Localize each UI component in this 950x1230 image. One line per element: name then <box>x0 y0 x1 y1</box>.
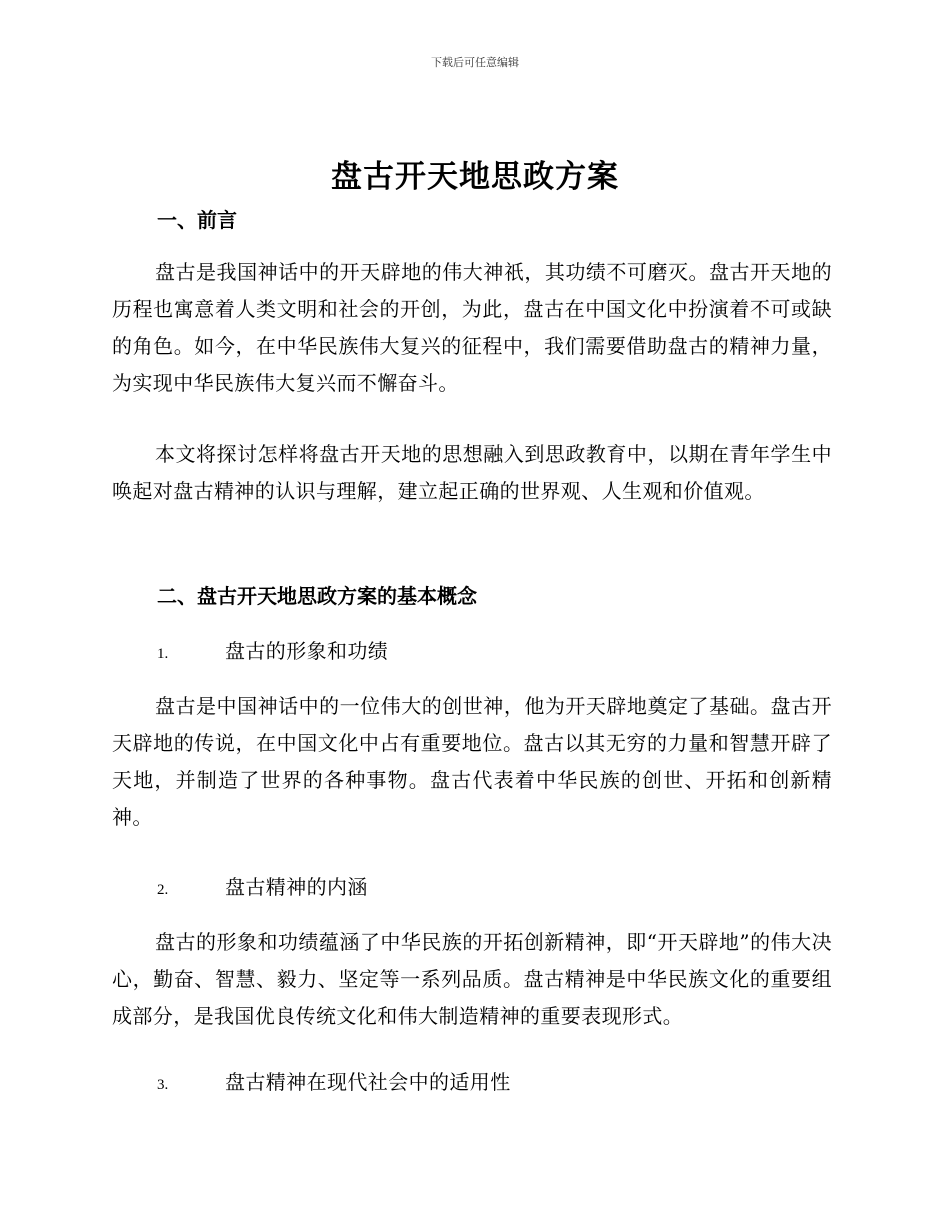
paragraph: 盘古的形象和功绩蕴涵了中华民族的开拓创新精神，即“开天辟地”的伟大决心，勤奋、智慧、毅力、坚定等一系列品质。盘古精神是中华民族文化的重要组成部分，是我国优良传统文化和伟大制造精神的重要表现形式。 <box>112 930 832 1028</box>
list-number: 2. <box>157 882 169 898</box>
list-item <box>112 872 832 905</box>
list-item-2-body <box>112 924 832 1035</box>
section-1-body-2 <box>112 436 832 510</box>
list-item <box>112 636 832 669</box>
section-heading: 二、盘古开天地思政方案的基本概念 <box>157 584 477 608</box>
list-item-label: 盘古精神的内涵 <box>225 875 368 899</box>
list-item-1-body <box>112 688 832 836</box>
list-item-2 <box>112 872 832 905</box>
list-number: 1. <box>157 646 169 662</box>
section-1-body <box>112 254 832 402</box>
paragraph: 本文将探讨怎样将盘古开天地的思想融入到思政教育中，以期在青年学生中唤起对盘古精神的认识与理解，建立起正确的世界观、人生观和价值观。 <box>112 442 832 503</box>
section-heading: 一、前言 <box>157 208 237 232</box>
header-note: 下载后可任意编辑 <box>431 56 519 69</box>
section-2 <box>112 581 832 611</box>
list-item-label: 盘古精神在现代社会中的适用性 <box>225 1070 511 1094</box>
list-item-label: 盘古的形象和功绩 <box>225 639 389 663</box>
section-1 <box>112 205 832 235</box>
list-item-3 <box>112 1067 832 1100</box>
document-title: 盘古开天地思政方案 <box>331 159 619 195</box>
list-number: 3. <box>157 1077 169 1093</box>
paragraph: 盘古是我国神话中的开天辟地的伟大神祇，其功绩不可磨灭。盘古开天地的历程也寓意着人类文明和社会的开创，为此，盘古在中国文化中扮演着不可或缺的角色。如今，在中华民族伟大复兴的征程中，我们需要借助盘古的精神力量，为实现中华民族伟大复兴而不懈奋斗。 <box>112 260 832 395</box>
list-item <box>112 1067 832 1100</box>
list-item-1 <box>112 636 832 669</box>
paragraph: 盘古是中国神话中的一位伟大的创世神，他为开天辟地奠定了基础。盘古开天辟地的传说，在中国文化中占有重要地位。盘古以其无穷的力量和智慧开辟了天地，并制造了世界的各种事物。盘古代表着中华民族的创世、开拓和创新精神。 <box>112 694 832 829</box>
